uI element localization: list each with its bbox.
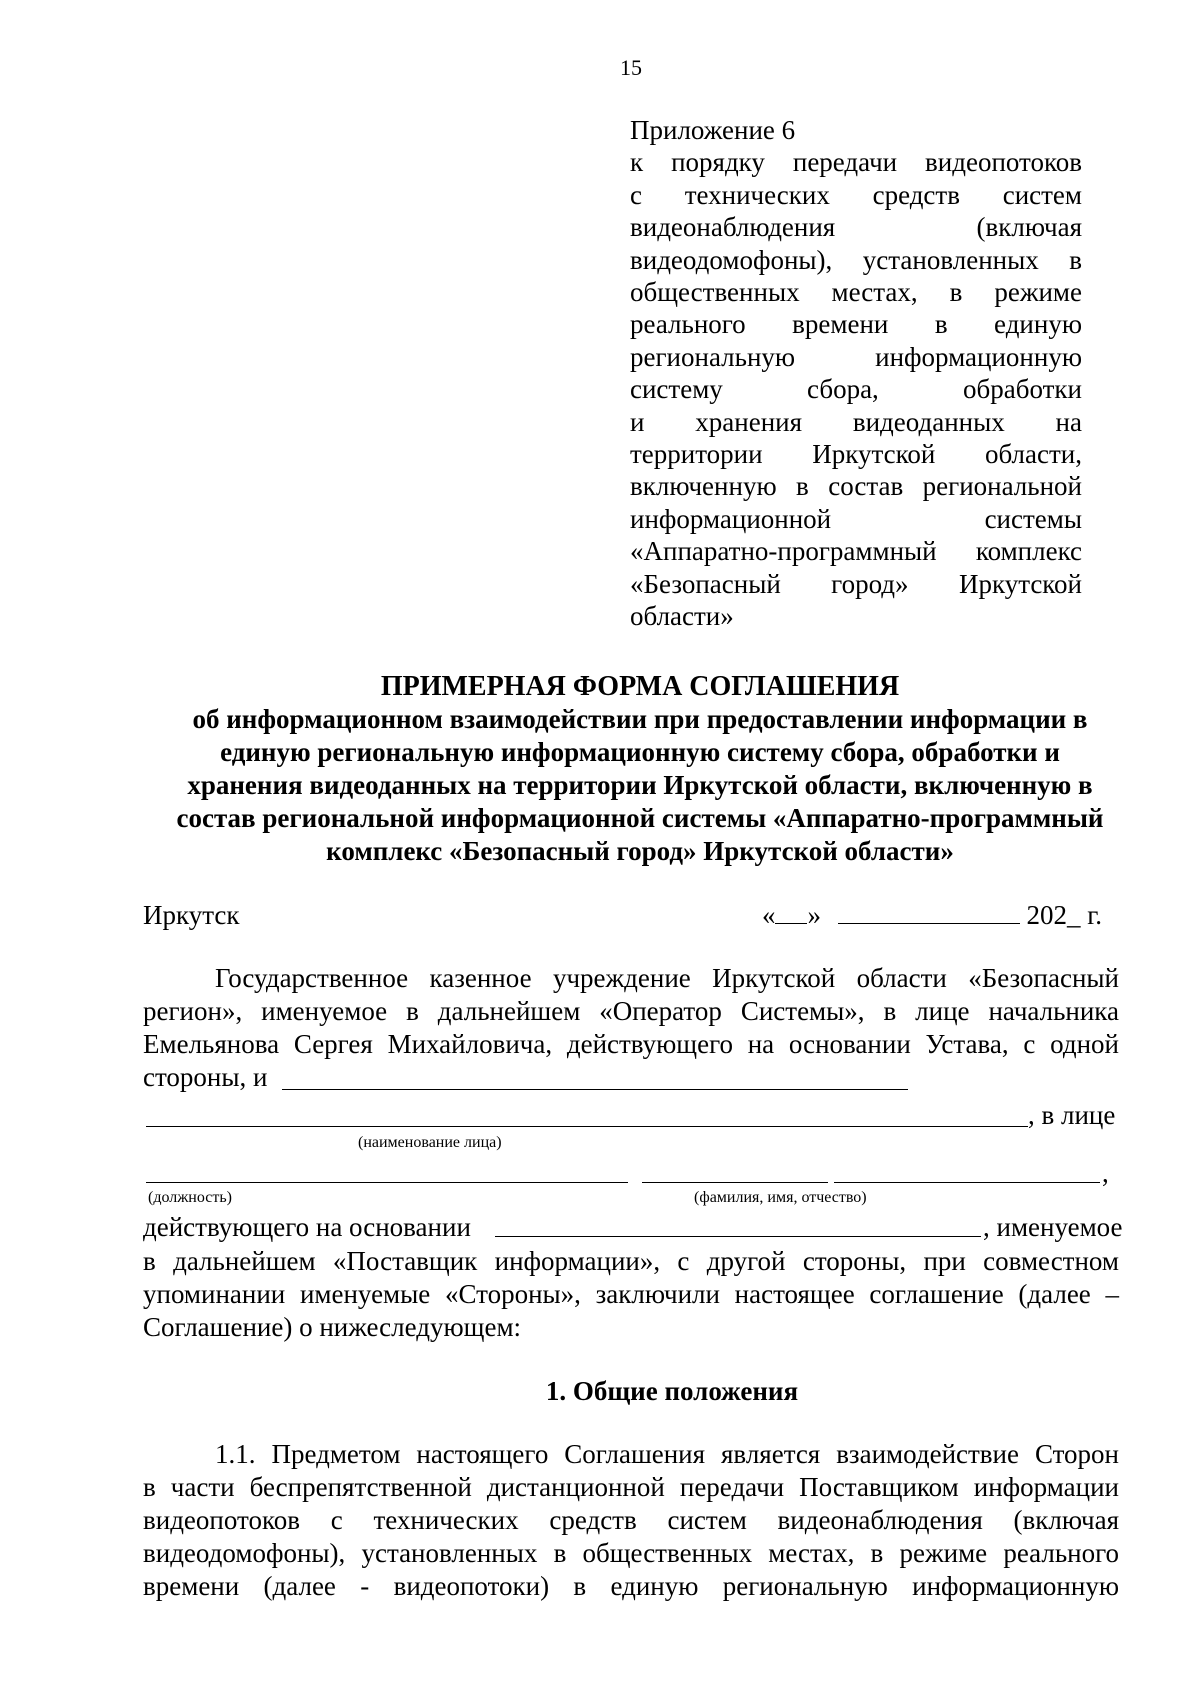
day-blank [775, 900, 807, 924]
paragraph-line: 1.1. Предметом настоящего Соглашения является взаимодействие Сторон [215, 1439, 1119, 1469]
page-number: 15 [620, 55, 642, 80]
appendix-line: территории Иркутской области, [630, 439, 1082, 470]
intro-line: Емельянова Сергея Михайловича, действующего на основании Устава, с одной [143, 1029, 1119, 1059]
title-line: единую региональную информационную систему сбора, обработки и [220, 737, 1060, 767]
acting-suffix: , именуемое [983, 1212, 1123, 1242]
appendix-line: области» [630, 601, 734, 632]
section-title: 1. Общие положения [545, 1376, 799, 1406]
intro-line: Соглашение) о нижеследующем: [143, 1312, 522, 1342]
comma: , [1102, 1158, 1109, 1188]
appendix-line: «Безопасный город» Иркутской [630, 568, 1082, 599]
caption-fio: (фамилия, имя, отчество) [694, 1189, 867, 1206]
appendix-line: региональную информационную [630, 341, 1082, 372]
intro-line: упоминании именуемые «Стороны», заключили настоящее соглашение (далее – [143, 1279, 1119, 1309]
party-name-blank [282, 1089, 908, 1090]
appendix-line: и хранения видеоданных на [630, 406, 1082, 437]
title-line: об информационном взаимодействии при предоставлении информации в [192, 704, 1088, 734]
appendix-line: к порядку передачи видеопотоков [630, 147, 1082, 178]
intro-continuation [143, 1245, 1119, 1344]
section1-paragraph [143, 1438, 1119, 1603]
appendix-line: видеодомофоны), установленных в [630, 244, 1082, 275]
appendix-line: реального времени в единую [630, 309, 1082, 340]
appendix-line: Приложение 6 [630, 115, 796, 145]
date-open-quote: « [761, 900, 776, 930]
party-name-blank-2 [146, 1126, 1028, 1127]
caption-position: (должность) [148, 1189, 232, 1206]
intro-line: Государственное казенное учреждение Иркутской области «Безопасный [215, 963, 1119, 993]
paragraph-line: видеодомофоны), установленных в общественных местах, в режиме реального [143, 1538, 1119, 1568]
appendix-line: информационной системы [630, 503, 1082, 534]
appendix-line: общественных местах, в режиме [630, 277, 1082, 308]
basis-blank [495, 1236, 981, 1237]
in-person-label: , в лице [1028, 1100, 1116, 1130]
title-line: хранения видеоданных на территории Иркутской области, включенную в [187, 770, 1093, 800]
fio-blank-1 [642, 1182, 828, 1183]
intro-line: в дальнейшем «Поставщик информации», с другой стороны, при совместном [143, 1246, 1119, 1276]
paragraph-line: времени (далее - видеопотоки) в единую региональную информационную [143, 1571, 1119, 1601]
position-blank [146, 1182, 628, 1183]
intro-line-text: стороны, и [143, 1062, 268, 1092]
fio-blank-2 [834, 1182, 1100, 1183]
appendix-line: с технических средств систем [630, 179, 1082, 210]
appendix-line: систему сбора, обработки [630, 374, 1082, 405]
paragraph-line: видеопотоков с технических средств систем видеонаблюдения (включая [143, 1505, 1119, 1535]
year-label: 202_ г. [1026, 900, 1102, 930]
paragraph-line: в части беспрепятственной дистанционной передачи Поставщиком информации [143, 1472, 1119, 1502]
appendix-line: включенную в состав региональной [630, 471, 1082, 502]
date-field [740, 900, 1102, 931]
city-label: Иркутск [143, 900, 240, 930]
title-main: ПРИМЕРНАЯ ФОРМА СОГЛАШЕНИЯ [380, 671, 900, 702]
intro-paragraph [143, 962, 1119, 1094]
appendix-line: «Аппаратно-программный комплекс [630, 536, 1082, 567]
caption-name: (наименование лица) [358, 1134, 502, 1151]
appendix-note [630, 114, 1082, 633]
appendix-line: видеонаблюдения (включая [630, 212, 1082, 243]
month-blank [838, 900, 1020, 924]
title-line: состав региональной информационной системы «Аппаратно-программный [176, 803, 1104, 833]
acting-prefix: действующего на основании [143, 1212, 471, 1242]
document-title [140, 670, 1140, 868]
date-close-quote: » [807, 900, 821, 930]
title-line: комплекс «Безопасный город» Иркутской области» [326, 836, 954, 866]
intro-line: регион», именуемое в дальнейшем «Оператор Системы», в лице начальника [143, 996, 1119, 1026]
